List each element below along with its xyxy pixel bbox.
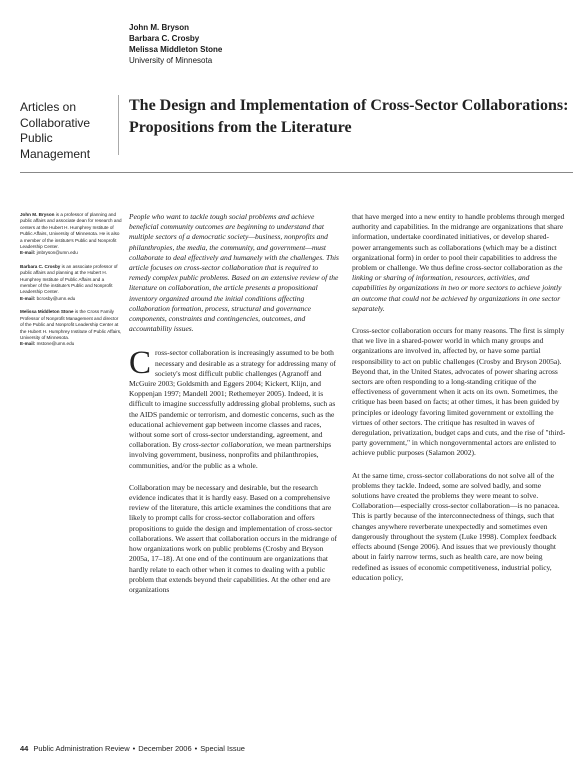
author-name: Barbara C. Crosby [129,34,200,43]
author-bio [20,212,122,257]
issue-date: December 2006 [138,744,192,753]
footer-separator: • [132,744,136,753]
section-rule [20,172,573,173]
author-bio [20,309,122,347]
body-column-right [352,212,566,595]
email-label: E-mail: [20,341,36,347]
article-title: The Design and Implementation of Cross-Sector Collaborations: Propositions from the Literature [129,97,569,136]
bio-email: jmbryson@umn.edu [35,250,78,256]
intro-paragraph [129,345,341,470]
paragraph-text: , we mean partnerships involving government, business, nonprofits and philanthropies, communities, and/or the public as a whole. [129,440,332,470]
journal-name: Public Administration Review [33,744,130,753]
defined-term: cross-sector collaboration [182,440,263,450]
collaboration-definition: the linking or sharing of information, resources, activities, and capabilities by organizations in two or more sectors to achieve jointly an outcome that could not be achieved by organizations in one sector separately. [352,263,563,313]
body-paragraph: At the same time, cross-sector collaborations do not solve all of the problems they tackle. Indeed, some are solved badly, and some solutions have created the problems they were meant to solve. Collaboration—especially cross-sector collaboration—is no panacea. This is partly because of the interconnectedness of things, such that changes anywhere reverberate unexpectedly and sometimes even dangerously throughout the system (Luke 1998). Complex feedback effects abound (Senge 2006). And issues that we previously thought about in fairly narrow terms, such as health care, are now being redefined as issues of economic competitiveness, industrial policy, education policy, [352,470,560,582]
series-label: Articles on Collaborative Public Management [20,100,91,161]
author-affiliation: University of Minnesota [129,56,213,65]
bio-name: Barbara C. Crosby [20,263,61,269]
paragraph-text: Cross-sector collaboration is increasingly assumed to be both necessary and desirable as a strategy for addressing many of society's most difficult public challenges (Agranoff and McGuire 2003; Goldsmith and Eggers 2004; Kickert, Klijn, and Koppenjan 1997; Mandell 2001; Rethemeyer 2005). Indeed, it is difficult to imagine successfully addressing global problems, such as the AIDS pandemic or terrorism, and domestic concerns, such as the educational achievement gap between income classes and races, without some sort of cross-sector understanding, agreement, and collaboration. By [129,345,336,450]
bio-name: Melissa Middleton Stone [20,309,74,315]
bio-email: mstone@umn.edu [35,341,75,347]
body-paragraph: Cross-sector collaboration occurs for many reasons. The first is simply that we live in a shared-power world in which many groups and organizations are involved in, affected by, or have some partial responsibility to act on public challenges (Crosby and Bryson 2005a). Beyond that, in the United States, advocates of power sharing across sectors are often responding to a long-standing critique of the effectiveness of government when it acts on its own. Sometimes, the critique has been based on facts; at other times, it has been guided by principles or ideology favoring limited government or extolling the virtues of other sectors. The critique has resulted in waves of deregulation, privatization, budget caps and cuts, and the rise of "third-party government," in which nongovernmental actors are enlisted to achieve public purposes (Salamon 2002). [352,326,566,458]
bio-email: bcrosby@umn.edu [35,295,76,301]
page-number: 44 [20,744,29,753]
author-name: John M. Bryson [129,23,190,32]
title-divider [118,95,119,155]
footer-separator: • [194,744,198,753]
author-name: Melissa Middleton Stone [129,45,223,54]
body-paragraph [352,212,566,314]
page-footer [20,744,245,753]
bio-name: John M. Bryson [20,212,55,217]
author-block [129,22,222,66]
body-column-left [129,212,341,607]
paragraph-text: that have merged into a new entity to handle problems through merged authority and capabilities. In the midrange are organizations that share information, undertake coordinated initiatives, or develop shared-power arrangements such as collaborations (which may be a distinct organizational form) in order to pool their capabilities to address the problem or challenge. We thus define cross-sector collaboration as [352,212,565,273]
abstract: People who want to tackle tough social problems and achieve beneficial community outcomes are beginning to understand that multiple sectors of a democratic society—business, nonprofits and philanthropies, the media, the community, and government—must collaborate to deal effectively and humanely with the challenges. This article focuses on cross-sector collaboration that is required to remedy complex public problems. Based on an extensive review of the literature on collaboration, the article presents a propositional inventory organized around the initial conditions affecting collaboration formation, process, structural and governance components, constraints and contingencies, outcomes, and accountability issues. [129,212,339,334]
author-bio [20,264,122,302]
bio-text: is the Cross Family Professor of Nonprofit Management and director of the Public and Nonprofit Leadership Center at the Hubert H. Humphrey Institute of Public Affairs, University of Minnesota. [20,309,122,340]
body-paragraph: Collaboration may be necessary and desirable, but the research evidence indicates that it is hardly easy. Based on a comprehensive review of the literature, this article examines the conditions that are likely to prompt calls for cross-sector collaboration and offers propositions to guide the design and implementation of cross-sector collaborations. We assert that collaboration occurs in the midrange of how organizations work on public problems (Crosby and Bryson 2005a, 17–18). At one end of the continuum are organizations that hardly relate to each other when it comes to dealing with a public problem that extends beyond their capabilities. At the other end are organizations [129,482,337,594]
email-label: E-mail: [20,250,36,256]
email-label: E-mail: [20,295,36,301]
bio-text: is an associate professor of public affairs and planning at the Hubert H. Humphrey Institute of Public Affairs and a member of the institute's Public and Nonprofit Leadership Center. [20,263,118,295]
bio-text: is a professor of planning and public affairs and associate dean for research and centers at the Hubert H. Humphrey Institute of Public Affairs, University of Minnesota. He is also a member of the institute's Public and Nonprofit Leadership Center. [20,212,122,250]
author-bios [20,212,122,355]
issue-type: Special Issue [200,744,245,753]
